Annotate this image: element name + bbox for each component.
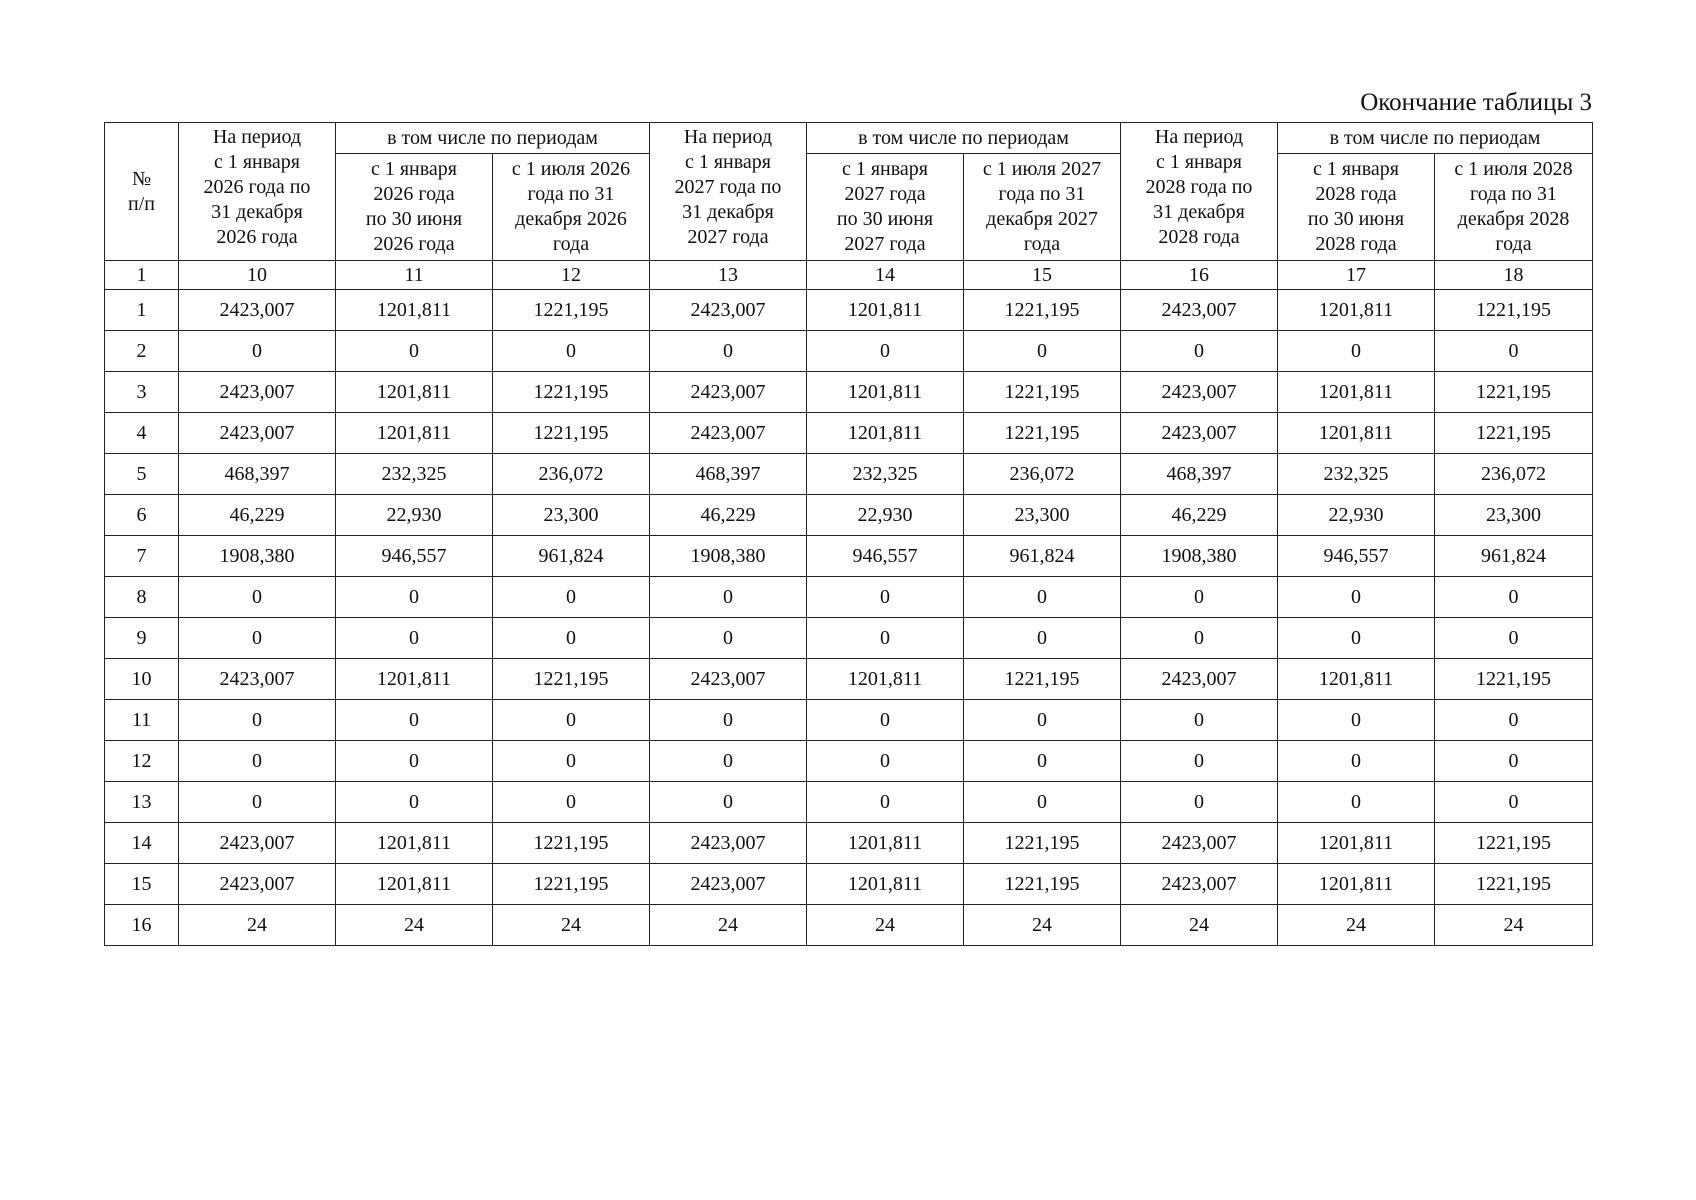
value-cell: 0 — [336, 577, 493, 618]
value-cell: 0 — [1121, 331, 1278, 372]
value-cell: 1221,195 — [1435, 659, 1593, 700]
table-row — [105, 864, 1593, 905]
value-cell: 1201,811 — [807, 823, 964, 864]
value-cell: 2423,007 — [650, 290, 807, 331]
column-number: 11 — [336, 261, 493, 290]
value-cell: 2423,007 — [1121, 823, 1278, 864]
value-cell: 0 — [1278, 331, 1435, 372]
table-row — [105, 372, 1593, 413]
header-sub-2026-h2: с 1 июля 2026 года по 31 декабря 2026 года — [493, 154, 650, 261]
value-cell: 24 — [336, 905, 493, 946]
value-cell: 2423,007 — [650, 864, 807, 905]
value-cell: 1201,811 — [1278, 659, 1435, 700]
value-cell: 0 — [493, 331, 650, 372]
value-cell: 2423,007 — [1121, 413, 1278, 454]
value-cell: 946,557 — [336, 536, 493, 577]
value-cell: 468,397 — [179, 454, 336, 495]
value-cell: 946,557 — [807, 536, 964, 577]
table-row — [105, 659, 1593, 700]
value-cell: 0 — [807, 741, 964, 782]
column-number: 1 — [105, 261, 179, 290]
value-cell: 0 — [1435, 618, 1593, 659]
value-cell: 232,325 — [336, 454, 493, 495]
value-cell: 1908,380 — [1121, 536, 1278, 577]
value-cell: 2423,007 — [650, 372, 807, 413]
value-cell: 1908,380 — [179, 536, 336, 577]
value-cell: 46,229 — [1121, 495, 1278, 536]
value-cell: 1221,195 — [964, 823, 1121, 864]
value-cell: 0 — [964, 741, 1121, 782]
row-number-cell: 15 — [105, 864, 179, 905]
value-cell: 0 — [179, 782, 336, 823]
value-cell: 0 — [964, 618, 1121, 659]
value-cell: 0 — [964, 331, 1121, 372]
value-cell: 2423,007 — [1121, 659, 1278, 700]
value-cell: 1201,811 — [807, 864, 964, 905]
value-cell: 0 — [179, 700, 336, 741]
value-cell: 0 — [650, 331, 807, 372]
value-cell: 2423,007 — [179, 659, 336, 700]
value-cell: 0 — [493, 577, 650, 618]
table-row — [105, 782, 1593, 823]
row-number-cell: 3 — [105, 372, 179, 413]
value-cell: 0 — [650, 700, 807, 741]
value-cell: 0 — [1278, 782, 1435, 823]
value-cell: 2423,007 — [179, 823, 336, 864]
value-cell: 1201,811 — [1278, 823, 1435, 864]
value-cell: 1201,811 — [807, 413, 964, 454]
value-cell: 2423,007 — [650, 413, 807, 454]
value-cell: 0 — [1278, 741, 1435, 782]
value-cell: 2423,007 — [650, 659, 807, 700]
value-cell: 1201,811 — [1278, 290, 1435, 331]
value-cell: 24 — [964, 905, 1121, 946]
value-cell: 1201,811 — [807, 290, 964, 331]
table-row — [105, 290, 1593, 331]
value-cell: 22,930 — [807, 495, 964, 536]
value-cell: 1201,811 — [807, 659, 964, 700]
value-cell: 2423,007 — [179, 372, 336, 413]
value-cell: 0 — [807, 331, 964, 372]
table-row — [105, 454, 1593, 495]
table-row — [105, 495, 1593, 536]
value-cell: 1201,811 — [336, 864, 493, 905]
value-cell: 0 — [493, 618, 650, 659]
column-number: 18 — [1435, 261, 1593, 290]
value-cell: 1221,195 — [493, 864, 650, 905]
value-cell: 0 — [336, 700, 493, 741]
header-total-2028: На период с 1 января 2028 года по 31 декабря 2028 года — [1121, 123, 1278, 261]
column-number: 16 — [1121, 261, 1278, 290]
value-cell: 232,325 — [807, 454, 964, 495]
value-cell: 1221,195 — [493, 372, 650, 413]
value-cell: 1221,195 — [964, 659, 1121, 700]
value-cell: 1201,811 — [1278, 413, 1435, 454]
value-cell: 0 — [1121, 700, 1278, 741]
value-cell: 1221,195 — [493, 659, 650, 700]
table-row — [105, 331, 1593, 372]
header-num: № п/п — [105, 123, 179, 261]
value-cell: 1201,811 — [336, 823, 493, 864]
value-cell: 22,930 — [1278, 495, 1435, 536]
row-number-cell: 13 — [105, 782, 179, 823]
value-cell: 2423,007 — [179, 864, 336, 905]
value-cell: 24 — [1121, 905, 1278, 946]
data-table — [104, 122, 1593, 946]
value-cell: 1221,195 — [493, 290, 650, 331]
table-row — [105, 741, 1593, 782]
value-cell: 0 — [1278, 700, 1435, 741]
value-cell: 946,557 — [1278, 536, 1435, 577]
table-row — [105, 577, 1593, 618]
value-cell: 1201,811 — [336, 413, 493, 454]
value-cell: 236,072 — [1435, 454, 1593, 495]
value-cell: 0 — [1121, 577, 1278, 618]
table-row — [105, 618, 1593, 659]
value-cell: 0 — [1278, 618, 1435, 659]
value-cell: 0 — [1121, 782, 1278, 823]
table-row — [105, 536, 1593, 577]
value-cell: 0 — [1435, 331, 1593, 372]
header-total-2026: На период с 1 января 2026 года по 31 декабря 2026 года — [179, 123, 336, 261]
header-sub-2026-h1: с 1 января 2026 года по 30 июня 2026 года — [336, 154, 493, 261]
value-cell: 232,325 — [1278, 454, 1435, 495]
header-sub-2028-h1: с 1 января 2028 года по 30 июня 2028 года — [1278, 154, 1435, 261]
value-cell: 0 — [964, 782, 1121, 823]
value-cell: 0 — [179, 618, 336, 659]
value-cell: 0 — [807, 700, 964, 741]
row-number-cell: 16 — [105, 905, 179, 946]
table-body — [105, 290, 1593, 946]
column-number: 13 — [650, 261, 807, 290]
header-group-2026: в том числе по периодам — [336, 123, 650, 154]
value-cell: 1221,195 — [964, 413, 1121, 454]
value-cell: 23,300 — [493, 495, 650, 536]
value-cell: 0 — [336, 331, 493, 372]
value-cell: 236,072 — [964, 454, 1121, 495]
header-total-2027: На период с 1 января 2027 года по 31 декабря 2027 года — [650, 123, 807, 261]
value-cell: 0 — [807, 782, 964, 823]
value-cell: 46,229 — [650, 495, 807, 536]
value-cell: 1221,195 — [964, 372, 1121, 413]
header-group-2027: в том числе по периодам — [807, 123, 1121, 154]
header-group-2028: в том числе по периодам — [1278, 123, 1593, 154]
value-cell: 2423,007 — [179, 413, 336, 454]
row-number-cell: 10 — [105, 659, 179, 700]
column-number: 15 — [964, 261, 1121, 290]
row-number-cell: 6 — [105, 495, 179, 536]
value-cell: 0 — [179, 577, 336, 618]
row-number-cell: 12 — [105, 741, 179, 782]
table-row — [105, 905, 1593, 946]
value-cell: 0 — [1435, 741, 1593, 782]
value-cell: 468,397 — [650, 454, 807, 495]
value-cell: 961,824 — [964, 536, 1121, 577]
value-cell: 2423,007 — [1121, 864, 1278, 905]
value-cell: 0 — [179, 331, 336, 372]
value-cell: 961,824 — [1435, 536, 1593, 577]
header-sub-2028-h2: с 1 июля 2028 года по 31 декабря 2028 года — [1435, 154, 1593, 261]
value-cell: 2423,007 — [650, 823, 807, 864]
value-cell: 1221,195 — [1435, 823, 1593, 864]
value-cell: 24 — [1278, 905, 1435, 946]
value-cell: 1201,811 — [1278, 372, 1435, 413]
value-cell: 1908,380 — [650, 536, 807, 577]
value-cell: 1201,811 — [336, 372, 493, 413]
value-cell: 0 — [650, 741, 807, 782]
value-cell: 2423,007 — [1121, 372, 1278, 413]
table-row — [105, 700, 1593, 741]
value-cell: 468,397 — [1121, 454, 1278, 495]
value-cell: 0 — [1121, 618, 1278, 659]
value-cell: 2423,007 — [1121, 290, 1278, 331]
value-cell: 1221,195 — [493, 823, 650, 864]
row-number-cell: 5 — [105, 454, 179, 495]
value-cell: 0 — [1435, 577, 1593, 618]
row-number-cell: 7 — [105, 536, 179, 577]
value-cell: 1221,195 — [1435, 290, 1593, 331]
value-cell: 1221,195 — [1435, 413, 1593, 454]
row-number-cell: 8 — [105, 577, 179, 618]
value-cell: 0 — [1435, 782, 1593, 823]
value-cell: 2423,007 — [179, 290, 336, 331]
value-cell: 23,300 — [1435, 495, 1593, 536]
column-numbers-row — [105, 261, 1593, 290]
value-cell: 0 — [336, 741, 493, 782]
row-number-cell: 4 — [105, 413, 179, 454]
value-cell: 0 — [650, 577, 807, 618]
row-number-cell: 2 — [105, 331, 179, 372]
value-cell: 0 — [807, 618, 964, 659]
value-cell: 24 — [179, 905, 336, 946]
value-cell: 0 — [1435, 700, 1593, 741]
table-row — [105, 823, 1593, 864]
value-cell: 24 — [493, 905, 650, 946]
value-cell: 46,229 — [179, 495, 336, 536]
row-number-cell: 1 — [105, 290, 179, 331]
value-cell: 961,824 — [493, 536, 650, 577]
value-cell: 1221,195 — [493, 413, 650, 454]
value-cell: 0 — [1278, 577, 1435, 618]
value-cell: 0 — [650, 618, 807, 659]
row-number-cell: 14 — [105, 823, 179, 864]
value-cell: 1201,811 — [336, 659, 493, 700]
column-number: 12 — [493, 261, 650, 290]
value-cell: 0 — [964, 700, 1121, 741]
value-cell: 1221,195 — [964, 864, 1121, 905]
header-sub-2027-h2: с 1 июля 2027 года по 31 декабря 2027 года — [964, 154, 1121, 261]
value-cell: 1201,811 — [807, 372, 964, 413]
value-cell: 0 — [493, 782, 650, 823]
value-cell: 22,930 — [336, 495, 493, 536]
header-sub-2027-h1: с 1 января 2027 года по 30 июня 2027 года — [807, 154, 964, 261]
value-cell: 1221,195 — [964, 290, 1121, 331]
value-cell: 1201,811 — [336, 290, 493, 331]
row-number-cell: 11 — [105, 700, 179, 741]
value-cell: 24 — [650, 905, 807, 946]
value-cell: 0 — [807, 577, 964, 618]
value-cell: 0 — [493, 700, 650, 741]
value-cell: 1201,811 — [1278, 864, 1435, 905]
column-number: 14 — [807, 261, 964, 290]
value-cell: 0 — [650, 782, 807, 823]
table-continuation-caption: Окончание таблицы 3 — [1360, 89, 1592, 116]
row-number-cell: 9 — [105, 618, 179, 659]
column-number: 17 — [1278, 261, 1435, 290]
value-cell: 0 — [179, 741, 336, 782]
table-row — [105, 413, 1593, 454]
value-cell: 0 — [336, 618, 493, 659]
value-cell: 0 — [336, 782, 493, 823]
value-cell: 0 — [493, 741, 650, 782]
value-cell: 236,072 — [493, 454, 650, 495]
value-cell: 24 — [1435, 905, 1593, 946]
value-cell: 23,300 — [964, 495, 1121, 536]
value-cell: 0 — [964, 577, 1121, 618]
value-cell: 1221,195 — [1435, 864, 1593, 905]
column-number: 10 — [179, 261, 336, 290]
table-header — [105, 123, 1593, 290]
value-cell: 24 — [807, 905, 964, 946]
value-cell: 0 — [1121, 741, 1278, 782]
value-cell: 1221,195 — [1435, 372, 1593, 413]
